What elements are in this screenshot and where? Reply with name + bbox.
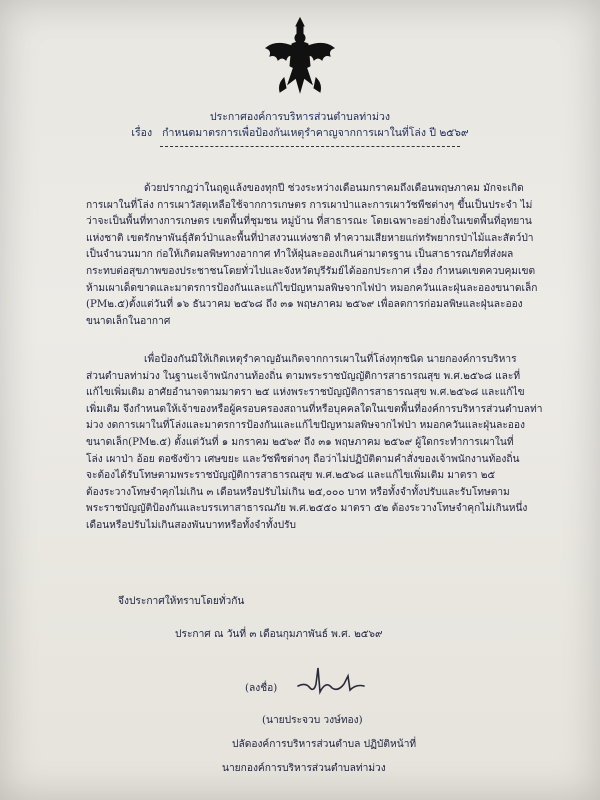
paragraph-line: เพิ่มเติม จึงกำหนดให้เจ้าของหรือผู้ครอบครองสถานที่หรือบุคคลใดในเขตพื้นที่องค์การบริหารส่วนตำบลท่า bbox=[86, 403, 543, 415]
paragraph-line: แห่งชาติ เขตรักษาพันธุ์สัตว์ป่าและพื้นที่ป่าสงวนแห่งชาติ ทำความเสียหายแก่ทรัพยากรป่าไม้และสัตว์ป่า bbox=[86, 232, 534, 244]
paragraph-background bbox=[86, 181, 538, 330]
garuda-emblem-icon bbox=[262, 14, 338, 98]
announcement-date: ประกาศ ณ วันที่ ๓ เดือนกุมภาพันธ์ พ.ศ. ๒๕๖๙ bbox=[175, 629, 383, 640]
subject-text: กำหนดมาตรการเพื่อป้องกันเหตุรำคาญจากการเผาในที่โล่ง ปี ๒๕๖๙ bbox=[162, 127, 469, 139]
paragraph-line: เพื่อป้องกันมิให้เกิดเหตุรำคาญอันเกิดจากการเผาในที่โล่งทุกชนิด นายกองค์การบริหาร bbox=[144, 354, 517, 365]
paragraph-line: ห้ามเผาเด็ดขาดและมาตรการป้องกันและแก้ไขปัญหามลพิษจากไฟป่า หมอกควันและฝุ่นละอองขนาดเล็ก bbox=[86, 282, 538, 294]
closing-statement: จึงประกาศให้ทราบโดยทั่วกัน bbox=[118, 596, 245, 607]
paragraph-line: ขนาดเล็ก(PM๒.๕) ตั้งแต่วันที่ ๑ มกราคม ๒๕๖๙ ถึง ๓๑ พฤษภาคม ๒๕๖๙ ผู้ใดกระทำการเผาในที่ bbox=[86, 436, 514, 448]
signer-name: (นายประจวบ วงษ์ทอง) bbox=[262, 715, 363, 726]
paragraph-line: กระทบต่อสุขภาพของประชาชนโดยทั่วไปและจังหวัดบุรีรัมย์ได้ออกประกาศ เรื่อง กำหนดเขตควบคุมเขต bbox=[86, 265, 536, 277]
paragraph-line: ต้องระวางโทษจำคุกไม่เกิน ๓ เดือนหรือปรับไม่เกิน ๒๕,๐๐๐ บาท หรือทั้งจำทั้งปรับและรับโทษตาม bbox=[86, 486, 510, 498]
handwritten-signature-icon bbox=[292, 662, 372, 700]
signature-label: (ลงชื่อ) bbox=[245, 683, 278, 694]
paragraph-line: (PM๒.๕)ตั้งแต่วันที่ ๑๖ ธันวาคม ๒๕๖๘ ถึง ๓๑ พฤษภาคม ๒๕๖๙ เพื่อลดการก่อมลพิษและฝุ่นละออง bbox=[86, 299, 523, 311]
header-divider bbox=[160, 146, 460, 147]
announcement-title: ประกาศองค์การบริหารส่วนตำบลท่าม่วง bbox=[209, 111, 391, 123]
paragraph-line: ด้วยปรากฏว่าในฤดูแล้งของทุกปี ช่วงระหว่างเดือนมกราคมถึงเดือนพฤษภาคม มักจะเกิด bbox=[144, 183, 524, 194]
paragraph-line: ว่าจะเป็นพื้นที่ทางการเกษตร เขตพื้นที่ชุมชน หมู่บ้าน ที่สาธารณะ โดยเฉพาะอย่างยิ่งในเขตพื้นที่อุทยาน bbox=[86, 216, 532, 228]
paragraph-line: เดือนหรือปรับไม่เกินสองพันบาทหรือทั้งจำทั้งปรับ bbox=[86, 519, 297, 531]
paragraph-line: การเผาในที่โล่ง การเผาวัสดุเหลือใช้จากการเกษตร การเผาป่าและการเผาวัชพืชต่างๆ ขึ้นเป็นประจำ ไม่ bbox=[86, 199, 533, 211]
announcement-subject bbox=[0, 124, 600, 141]
paragraph-line: ส่วนตำบลท่าม่วง ในฐานะเจ้าพนักงานท้องถิ่น ตามพระราชบัญญัติการสาธารณสุข พ.ศ.๒๕๖๘ และที่ bbox=[86, 370, 521, 382]
paragraph-line: โล่ง เผาป่า อ้อย ตอซังข้าว เศษขยะ และวัชพืชต่างๆ ถือว่าไม่ปฏิบัติตามคำสั่งของเจ้าพนักงานท้องถิ่น bbox=[86, 453, 520, 465]
paragraph-line: พระราชบัญญัติป้องกันและบรรเทาสาธารณภัย พ.ศ.๒๕๕๐ มาตรา ๕๒ ต้องระวางโทษจำคุกไม่เกินหนึ่ง bbox=[86, 503, 528, 515]
paragraph-line: ม่วง งดการเผาในที่โล่งและมาตรการป้องกันและแก้ไขปัญหามลพิษจากไฟป่า หมอกควันและฝุ่นละออง bbox=[86, 420, 526, 432]
signer-acting-position: นายกองค์การบริหารส่วนตำบลท่าม่วง bbox=[222, 763, 386, 774]
paragraph-line: แก้ไขเพิ่มเติม อาศัยอำนาจตามมาตรา ๒๕ แห่งพระราชบัญญัติการสาธารณสุข พ.ศ.๒๕๖๘ และแก้ไข bbox=[86, 387, 525, 399]
paragraph-line: เป็นจำนวนมาก ก่อให้เกิดมลพิษทางอากาศ ทำให้ฝุ่นละอองเกินค่ามาตรฐาน เป็นสาธารณภัยที่ส่งผล bbox=[86, 249, 514, 261]
signer-position: ปลัดองค์การบริหารส่วนตำบล ปฏิบัติหน้าที่ bbox=[232, 739, 417, 750]
paragraph-line: ขนาดเล็กในอากาศ bbox=[86, 315, 171, 327]
subject-label: เรื่อง bbox=[131, 127, 153, 139]
paragraph-measures bbox=[86, 352, 543, 535]
paragraph-line: จะต้องได้รับโทษตามพระราชบัญญัติการสาธารณสุข พ.ศ.๒๕๖๘ และแก้ไขเพิ่มเติม มาตรา ๒๕ bbox=[86, 470, 496, 482]
